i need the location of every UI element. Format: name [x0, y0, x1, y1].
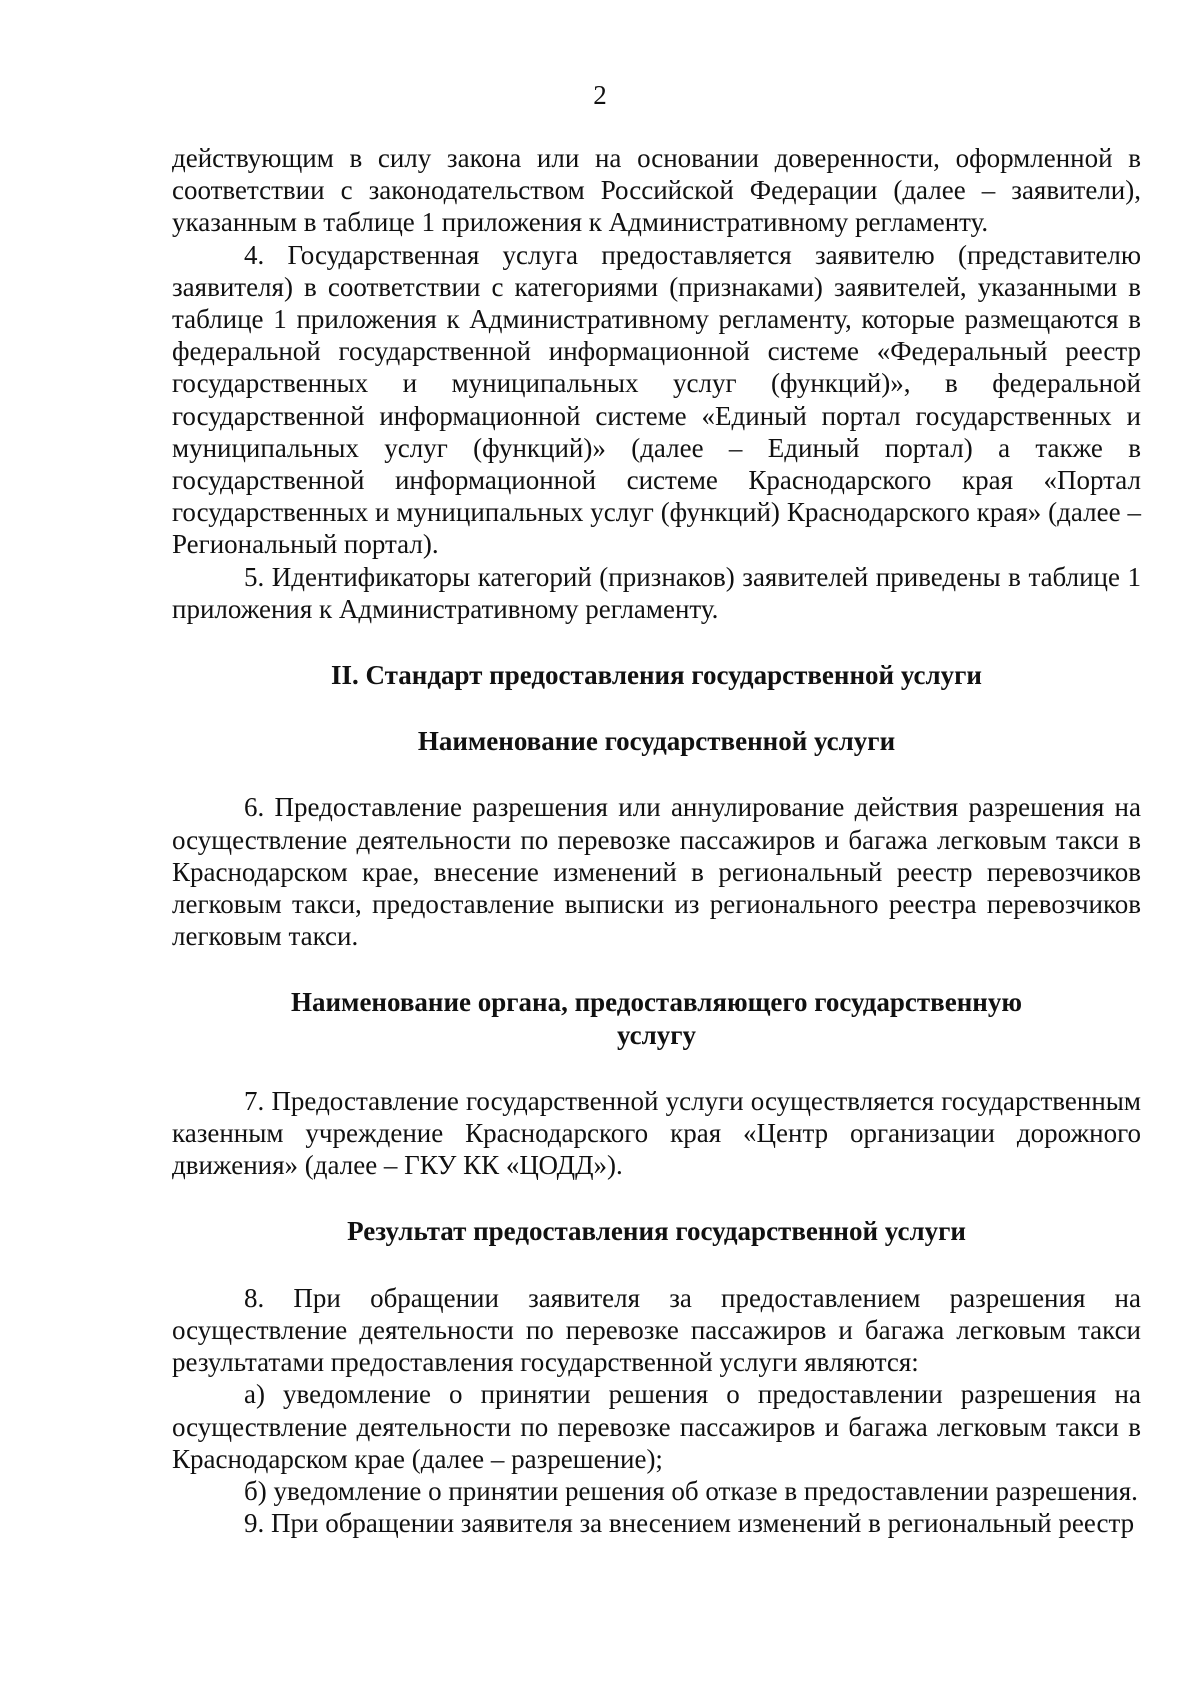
subheading-service-name: Наименование государственной услуги	[417, 726, 896, 757]
paragraph-6: 6. Предоставление разрешения или аннулирование действия разрешения на осуществление деятельности по перевозке пассажиров и багажа легковым такси в Краснодарском крае, внесение изменений в региональный реестр перевозчиков легковым такси, предоставление выписки из регионального реестра перевозчиков легковым такси.	[172, 792, 1141, 952]
paragraph-4: 4. Государственная услуга предоставляется заявителю (представителю заявителя) в соответствии с категориями (признаками) заявителей, указанными в таблице 1 приложения к Административному регламенту, которые размещаются в федеральной государственной информационной системе «Федеральный реестр государственных и муниципальных услуг (функций)», в федеральной государственной информационной системе «Единый портал государственных и муниципальных услуг (функций)» (далее – Единый портал) а также в государственной информационной системе Краснодарского края «Портал государственных и муниципальных услуг (функций) Краснодарского края» (далее – Региональный портал).	[172, 239, 1141, 560]
subheading-authority-line-2: услугу	[616, 1019, 697, 1050]
paragraph-5: 5. Идентификаторы категорий (признаков) заявителей приведены в таблице 1 приложения к Административному регламенту.	[172, 561, 1141, 624]
paragraph-8b: б) уведомление о принятии решения об отказе в предоставлении разрешения.	[244, 1475, 1138, 1506]
paragraph-9: 9. При обращении заявителя за внесением изменений в региональный реестр	[244, 1508, 1135, 1539]
paragraph-7: 7. Предоставление государственной услуги осуществляется государственным казенным учреждение Краснодарского края «Центр организации дорожного движения» (далее – ГКУ КК «ЦОДД»).	[172, 1085, 1141, 1181]
subheading-result: Результат предоставления государственной услуги	[347, 1216, 966, 1247]
paragraph-8: 8. При обращении заявителя за предоставлением разрешения на осуществление деятельности по перевозке пассажиров и багажа легковым такси результатами предоставления государственной услуги являются:	[172, 1282, 1141, 1378]
section-heading-standard: II. Стандарт предоставления государственной услуги	[331, 660, 982, 691]
paragraph-intro: действующим в силу закона или на основании доверенности, оформленной в соответствии с законодательством Российской Федерации (далее – заявители), указанным в таблице 1 приложения к Административному регламенту.	[172, 143, 1141, 238]
paragraph-8a: а) уведомление о принятии решения о предоставлении разрешения на осуществление деятельности по перевозке пассажиров и багажа легковым такси в Краснодарском крае (далее – разрешение);	[172, 1379, 1141, 1474]
page-number: 2	[593, 80, 607, 110]
subheading-authority-line-1: Наименование органа, предоставляющего государственную	[291, 987, 1022, 1018]
document-body	[172, 142, 1141, 1539]
